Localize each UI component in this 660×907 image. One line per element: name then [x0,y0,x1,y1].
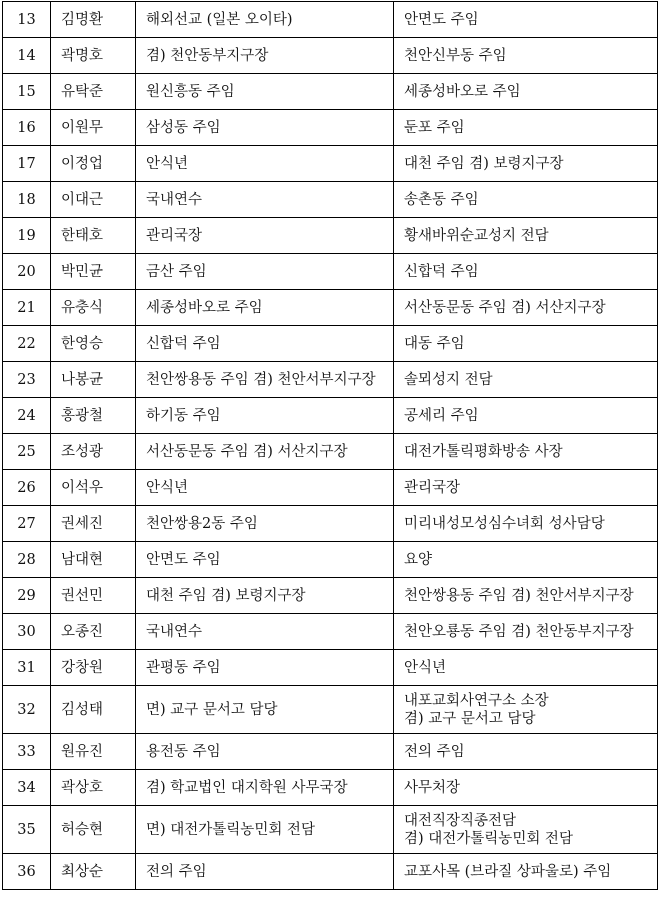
row-number: 28 [3,542,51,578]
row-number: 13 [3,2,51,38]
new-assignment [394,110,658,146]
table-row [3,290,658,326]
previous-assignment-line: 국내연수 [146,191,203,208]
previous-assignment-line: 서산동문동 주임 겸) 서산지구장 [146,443,348,460]
previous-assignment [136,854,394,890]
row-number: 20 [3,254,51,290]
table-row [3,434,658,470]
previous-assignment-line: 하기동 주임 [146,407,221,424]
new-assignment-line: 솔뫼성지 전담 [404,371,493,388]
new-assignment-line: 요양 [404,551,433,568]
table-row [3,182,658,218]
previous-assignment [136,2,394,38]
previous-assignment [136,578,394,614]
row-number: 26 [3,470,51,506]
row-number: 36 [3,854,51,890]
new-assignment-line: 내포교회사연구소 소장 [404,692,549,709]
table-row [3,470,658,506]
new-assignment [394,650,658,686]
new-assignment-line: 천안오룡동 주임 겸) 천안동부지구장 [404,623,634,640]
row-number: 15 [3,74,51,110]
new-assignment-line: 사무처장 [404,779,461,796]
new-assignment-line: 겸) 교구 문서고 담당 [404,710,536,727]
new-assignment-line: 관리국장 [404,479,461,496]
new-assignment [394,770,658,806]
row-number: 29 [3,578,51,614]
previous-assignment-line: 해외선교 (일본 오이타) [146,11,293,28]
new-assignment-line: 교포사목 (브라질 상파울로) 주임 [404,863,612,880]
person-name: 나봉균 [51,362,136,398]
person-name: 권선민 [51,578,136,614]
person-name: 이원무 [51,110,136,146]
previous-assignment [136,506,394,542]
appointment-table-body [3,2,658,890]
person-name: 곽명호 [51,38,136,74]
person-name: 김성태 [51,686,136,734]
new-assignment [394,362,658,398]
new-assignment-line: 대전직장직종전담 [404,812,517,829]
previous-assignment [136,434,394,470]
row-number: 25 [3,434,51,470]
table-row [3,326,658,362]
row-number: 17 [3,146,51,182]
person-name: 유탁준 [51,74,136,110]
previous-assignment-line: 대천 주임 겸) 보령지구장 [146,587,306,604]
person-name: 강창원 [51,650,136,686]
previous-assignment [136,734,394,770]
table-row [3,74,658,110]
table-row [3,734,658,770]
table-row [3,854,658,890]
previous-assignment [136,614,394,650]
previous-assignment [136,74,394,110]
previous-assignment-line: 삼성동 주임 [146,119,221,136]
new-assignment-line: 세종성바오로 주임 [404,83,521,100]
new-assignment-line: 황새바위순교성지 전담 [404,227,549,244]
new-assignment-line: 천안쌍용동 주임 겸) 천안서부지구장 [404,587,634,604]
person-name: 김명환 [51,2,136,38]
new-assignment-line: 대천 주임 겸) 보령지구장 [404,155,564,172]
previous-assignment [136,146,394,182]
row-number: 14 [3,38,51,74]
new-assignment-line: 서산동문동 주임 겸) 서산지구장 [404,299,606,316]
person-name: 이석우 [51,470,136,506]
row-number: 19 [3,218,51,254]
new-assignment [394,218,658,254]
previous-assignment [136,806,394,854]
person-name: 권세진 [51,506,136,542]
row-number: 16 [3,110,51,146]
table-row [3,650,658,686]
previous-assignment [136,470,394,506]
new-assignment [394,614,658,650]
row-number: 22 [3,326,51,362]
new-assignment [394,74,658,110]
new-assignment-line: 신합덕 주임 [404,263,479,280]
table-row [3,398,658,434]
previous-assignment [136,110,394,146]
row-number: 35 [3,806,51,854]
table-row [3,506,658,542]
person-name: 이정업 [51,146,136,182]
person-name: 원유진 [51,734,136,770]
previous-assignment-line: 천안쌍용동 주임 겸) 천안서부지구장 [146,371,376,388]
previous-assignment [136,326,394,362]
person-name: 허승현 [51,806,136,854]
new-assignment [394,854,658,890]
table-row [3,110,658,146]
previous-assignment-line: 전의 주임 [146,863,207,880]
previous-assignment-line: 원신흥동 주임 [146,83,235,100]
appointment-table-sheet [2,1,657,890]
new-assignment [394,290,658,326]
new-assignment [394,254,658,290]
previous-assignment [136,650,394,686]
previous-assignment-line: 면) 교구 문서고 담당 [146,701,278,718]
table-row [3,218,658,254]
person-name: 한태호 [51,218,136,254]
new-assignment [394,542,658,578]
new-assignment-line: 둔포 주임 [404,119,465,136]
table-row [3,614,658,650]
person-name: 곽상호 [51,770,136,806]
new-assignment [394,434,658,470]
new-assignment-line: 겸) 대전가톨릭농민회 전담 [404,830,573,847]
new-assignment-line: 미리내성모성심수녀회 성사담당 [404,515,605,532]
previous-assignment [136,38,394,74]
new-assignment [394,182,658,218]
previous-assignment [136,686,394,734]
row-number: 24 [3,398,51,434]
previous-assignment-line: 안식년 [146,155,189,172]
new-assignment [394,734,658,770]
previous-assignment-line: 용전동 주임 [146,743,221,760]
previous-assignment [136,362,394,398]
person-name: 한영승 [51,326,136,362]
table-row [3,578,658,614]
table-row [3,770,658,806]
new-assignment [394,2,658,38]
row-number: 34 [3,770,51,806]
new-assignment [394,470,658,506]
previous-assignment-line: 안면도 주임 [146,551,221,568]
new-assignment [394,398,658,434]
previous-assignment-line: 관평동 주임 [146,659,221,676]
person-name: 남대현 [51,542,136,578]
new-assignment-line: 송촌동 주임 [404,191,479,208]
previous-assignment [136,254,394,290]
previous-assignment-line: 겸) 학교법인 대지학원 사무국장 [146,779,348,796]
new-assignment-line: 안식년 [404,659,447,676]
person-name: 최상순 [51,854,136,890]
previous-assignment [136,542,394,578]
new-assignment [394,146,658,182]
previous-assignment [136,182,394,218]
new-assignment [394,506,658,542]
new-assignment [394,578,658,614]
previous-assignment-line: 관리국장 [146,227,203,244]
new-assignment [394,38,658,74]
new-assignment-line: 대동 주임 [404,335,465,352]
row-number: 23 [3,362,51,398]
row-number: 30 [3,614,51,650]
previous-assignment [136,218,394,254]
person-name: 홍광철 [51,398,136,434]
row-number: 21 [3,290,51,326]
table-row [3,146,658,182]
previous-assignment [136,770,394,806]
previous-assignment [136,398,394,434]
table-row [3,542,658,578]
previous-assignment [136,290,394,326]
table-row [3,806,658,854]
previous-assignment-line: 안식년 [146,479,189,496]
new-assignment [394,326,658,362]
row-number: 31 [3,650,51,686]
previous-assignment-line: 천안쌍용2동 주임 [146,515,258,532]
row-number: 32 [3,686,51,734]
previous-assignment-line: 금산 주임 [146,263,207,280]
row-number: 27 [3,506,51,542]
person-name: 박민균 [51,254,136,290]
previous-assignment-line: 겸) 천안동부지구장 [146,47,269,64]
row-number: 18 [3,182,51,218]
previous-assignment-line: 신합덕 주임 [146,335,221,352]
person-name: 조성광 [51,434,136,470]
table-row [3,362,658,398]
new-assignment-line: 안면도 주임 [404,11,479,28]
table-row [3,254,658,290]
new-assignment-line: 대전가톨릭평화방송 사장 [404,443,563,460]
table-row [3,2,658,38]
person-name: 이대근 [51,182,136,218]
new-assignment [394,806,658,854]
previous-assignment-line: 면) 대전가톨릭농민회 전담 [146,821,315,838]
table-row [3,686,658,734]
row-number: 33 [3,734,51,770]
new-assignment [394,686,658,734]
person-name: 유충식 [51,290,136,326]
new-assignment-line: 전의 주임 [404,743,465,760]
new-assignment-line: 천안신부동 주임 [404,47,507,64]
appointment-table [2,1,658,890]
table-row [3,38,658,74]
person-name: 오종진 [51,614,136,650]
previous-assignment-line: 세종성바오로 주임 [146,299,263,316]
previous-assignment-line: 국내연수 [146,623,203,640]
new-assignment-line: 공세리 주임 [404,407,479,424]
